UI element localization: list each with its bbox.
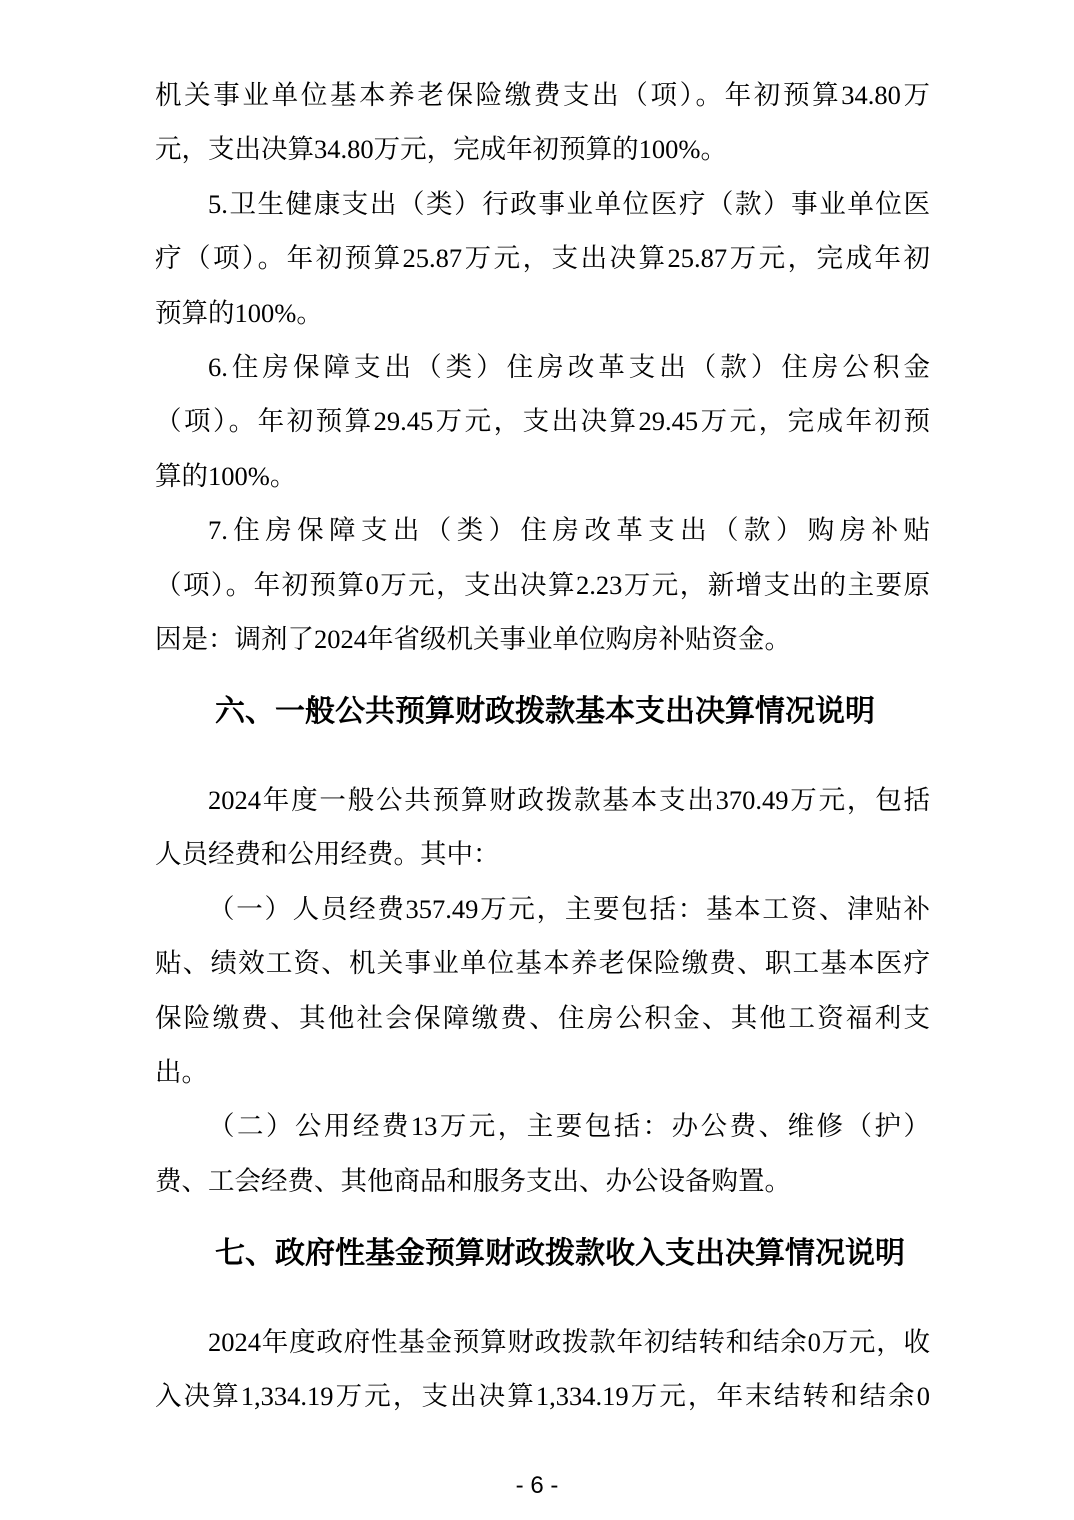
paragraph-line: 预算的100%。 bbox=[155, 297, 323, 328]
document-paragraph bbox=[155, 1315, 930, 1424]
paragraph-line: 因是：调剂了2024年省级机关事业单位购房补贴资金。 bbox=[155, 624, 791, 655]
page-number: - 6 - bbox=[515, 1472, 559, 1499]
paragraph-line: （项）。年初预算29.45万元，支出决算29.45万元，完成年初预 bbox=[155, 406, 930, 437]
paragraph-line: 保险缴费、其他社会保障缴费、住房公积金、其他工资福利支 bbox=[155, 1002, 930, 1033]
document-paragraph bbox=[155, 503, 930, 666]
paragraph-line: 机关事业单位基本养老保险缴费支出（项）。年初预算34.80万 bbox=[155, 80, 930, 110]
paragraph-line: 出。 bbox=[155, 1056, 208, 1087]
section-heading: 六、一般公共预算财政拨款基本支出决算情况说明 bbox=[215, 695, 875, 729]
paragraph-line: 贴、绩效工资、机关事业单位基本养老保险缴费、职工基本医疗 bbox=[155, 948, 930, 979]
document-paragraph bbox=[155, 1099, 930, 1208]
paragraph-line: 元，支出决算34.80万元，完成年初预算的100%。 bbox=[155, 134, 727, 165]
paragraph-line: （二）公用经费13万元，主要包括：办公费、维修（护） bbox=[208, 1111, 930, 1142]
paragraph-line: 费、工会经费、其他商品和服务支出、办公设备购置。 bbox=[155, 1165, 791, 1196]
document-paragraph bbox=[155, 340, 930, 503]
document-paragraph bbox=[155, 882, 930, 1100]
paragraph-line: 6.住房保障支出（类）住房改革支出（款）住房公积金 bbox=[208, 352, 930, 383]
document-paragraph bbox=[155, 177, 930, 340]
paragraph-line: 7.住房保障支出（类）住房改革支出（款）购房补贴 bbox=[208, 515, 930, 546]
paragraph-line: 5.卫生健康支出（类）行政事业单位医疗（款）事业单位医 bbox=[208, 188, 930, 219]
paragraph-line: 疗（项）。年初预算25.87万元，支出决算25.87万元，完成年初 bbox=[155, 243, 930, 274]
section-heading: 七、政府性基金预算财政拨款收入支出决算情况说明 bbox=[215, 1237, 905, 1271]
document-paragraph bbox=[155, 773, 930, 882]
paragraph-line: （项）。年初预算0万元，支出决算2.23万元，新增支出的主要原 bbox=[155, 569, 930, 600]
paragraph-line: 2024年度一般公共预算财政拨款基本支出370.49万元，包括 bbox=[208, 784, 930, 815]
paragraph-line: 人员经费和公用经费。其中： bbox=[155, 839, 500, 870]
paragraph-line: 算的100%。 bbox=[155, 460, 297, 491]
paragraph-line: 入决算1,334.19万元，支出决算1,334.19万元，年末结转和结余0 bbox=[155, 1380, 930, 1411]
document-body bbox=[155, 68, 930, 1423]
document-paragraph bbox=[155, 68, 930, 177]
paragraph-line: （一）人员经费357.49万元，主要包括：基本工资、津贴补 bbox=[208, 893, 930, 924]
paragraph-line: 2024年度政府性基金预算财政拨款年初结转和结余0万元，收 bbox=[208, 1326, 930, 1357]
